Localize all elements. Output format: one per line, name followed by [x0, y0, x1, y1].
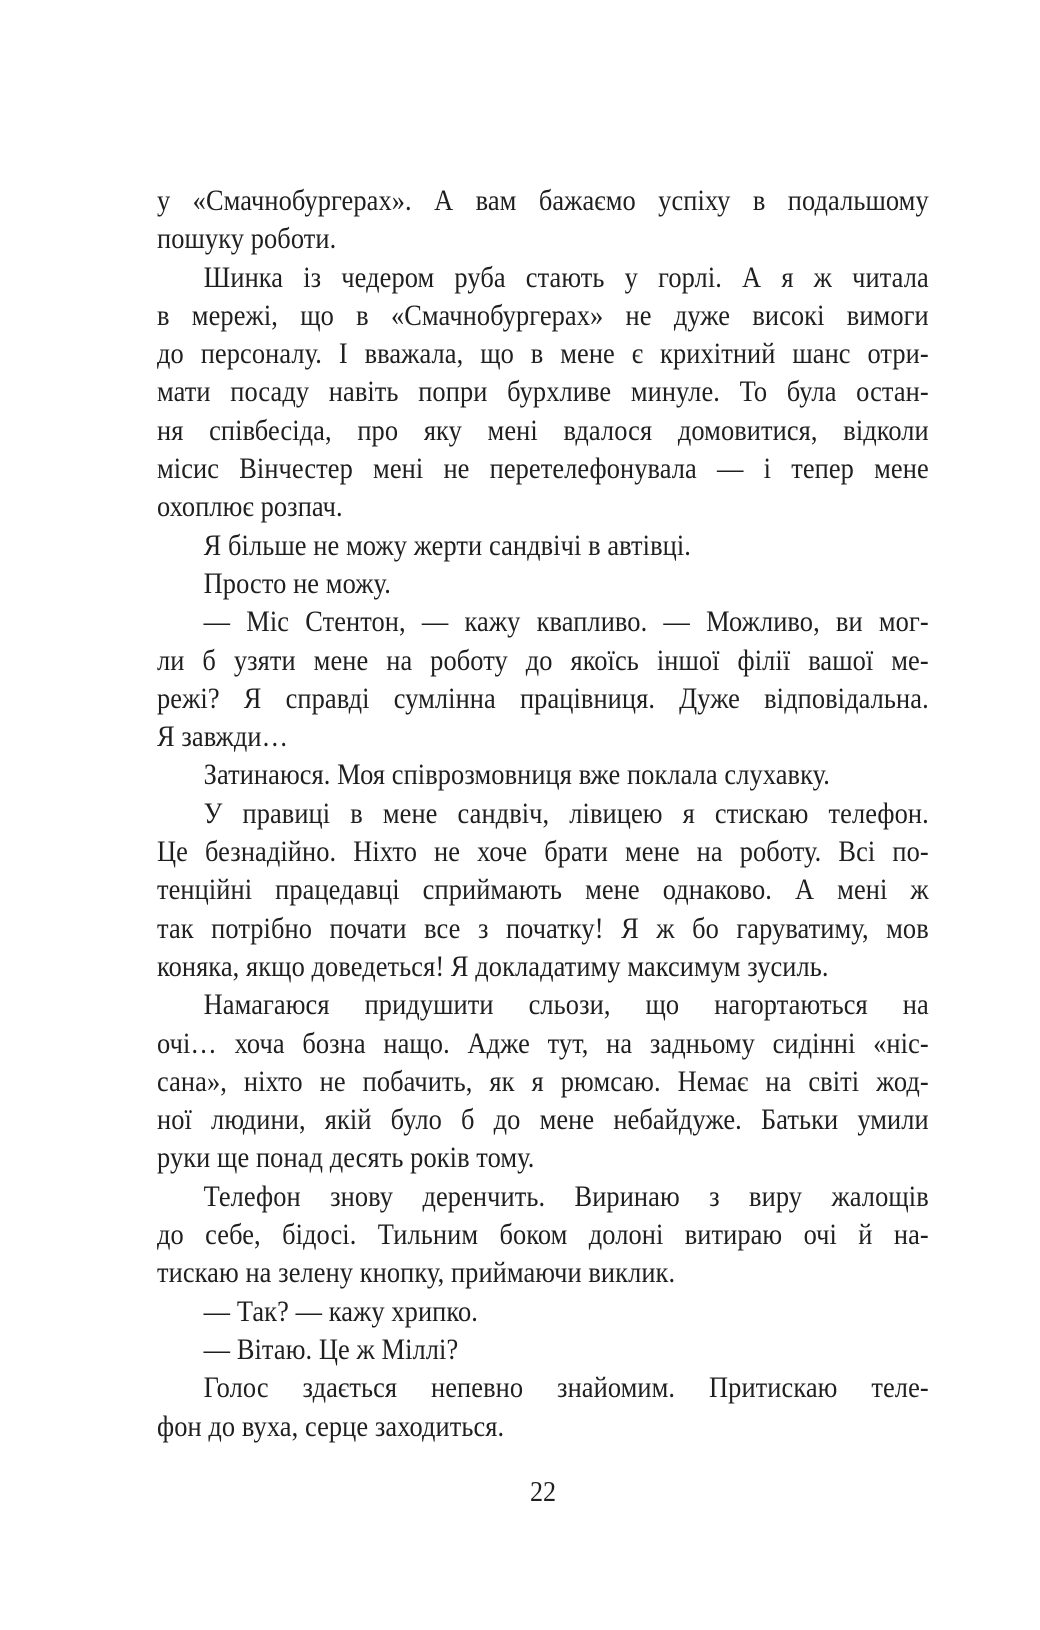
paragraph	[157, 795, 929, 986]
text-line: пошуку роботи.	[157, 222, 337, 256]
text-line: — Міс Стентон, — кажу квапливо. — Можливо, ви мог-	[203, 605, 929, 639]
text-line: Просто не можу.	[203, 566, 391, 600]
paragraph	[157, 1331, 929, 1369]
paragraph	[157, 756, 929, 794]
paragraph	[157, 527, 929, 565]
text-line: Я завжди…	[157, 720, 289, 754]
text-line: фон до вуха, серце заходиться.	[157, 1409, 505, 1443]
page-text-block	[157, 182, 929, 1446]
text-line: Шинка із чедером руба стають у горлі. А я ж читала	[203, 260, 929, 294]
text-line: Затинаюся. Моя співрозмовниця вже поклала слухавку.	[203, 758, 830, 792]
text-line: ня співбесіда, про яку мені вдалося домовитися, відколи	[157, 413, 929, 447]
paragraph	[157, 1178, 929, 1293]
text-line: сана», ніхто не побачить, як я рюмсаю. Немає на світі жод-	[157, 1064, 929, 1098]
paragraph	[157, 565, 929, 603]
text-line: тискаю на зелену кнопку, приймаючи виклик.	[157, 1256, 676, 1290]
text-line: в мережі, що в «Смачнобургерах» не дуже високі вимоги	[157, 298, 929, 332]
page-number: 22	[529, 1476, 557, 1508]
text-line: Це безнадійно. Ніхто не хоче брати мене на роботу. Всі по-	[157, 835, 929, 869]
text-line: охоплює розпач.	[157, 490, 343, 524]
paragraph	[157, 1293, 929, 1331]
text-line: мати посаду навіть попри бурхливе минуле. То була остан-	[157, 375, 929, 409]
paragraph	[157, 986, 929, 1177]
text-line: місис Вінчестер мені не перетелефонувала — і тепер мене	[157, 452, 929, 486]
text-line: — Вітаю. Це ж Міллі?	[203, 1332, 459, 1366]
text-line: ної людини, якій було б до мене небайдуже. Батьки умили	[157, 1103, 929, 1137]
text-line: до себе, бідосі. Тильним боком долоні витираю очі й на-	[157, 1218, 929, 1252]
text-line: ли б узяти мене на роботу до якоїсь іншої філії вашої ме-	[157, 643, 929, 677]
text-line: тенційні працедавці сприймають мене однаково. А мені ж	[157, 873, 929, 907]
text-line: коняка, якщо доведеться! Я докладатиму максимум зусиль.	[157, 949, 829, 983]
text-line: у «Смачнобургерах». А вам бажаємо успіху в подальшому	[157, 184, 929, 217]
paragraph	[157, 1369, 929, 1446]
text-line: до персоналу. І вважала, що в мене є крихітний шанс отри-	[157, 337, 929, 371]
text-line: Намагаюся придушити сльози, що нагортаються на	[203, 988, 929, 1022]
paragraph	[157, 182, 929, 259]
text-line: — Так? — кажу хрипко.	[203, 1294, 478, 1328]
text-line: так потрібно почати все з початку! Я ж бо гаруватиму, мов	[157, 911, 929, 945]
paragraph	[157, 259, 929, 527]
paragraph	[157, 603, 929, 756]
text-line: режі? Я справді сумлінна працівниця. Дуже відповідальна.	[157, 681, 929, 715]
text-line: Голос здається непевно знайомим. Притискаю теле-	[203, 1371, 929, 1405]
text-line: очі… хоча бозна нащо. Адже тут, на задньому сидінні «ніс-	[157, 1026, 929, 1060]
text-line: Я більше не можу жерти сандвічі в автівці.	[203, 528, 691, 562]
text-line: руки ще понад десять років тому.	[157, 1141, 535, 1175]
text-line: Телефон знову деренчить. Виринаю з виру жалощів	[203, 1179, 929, 1213]
text-line: У правиці в мене сандвіч, лівицею я стискаю телефон.	[203, 796, 929, 830]
